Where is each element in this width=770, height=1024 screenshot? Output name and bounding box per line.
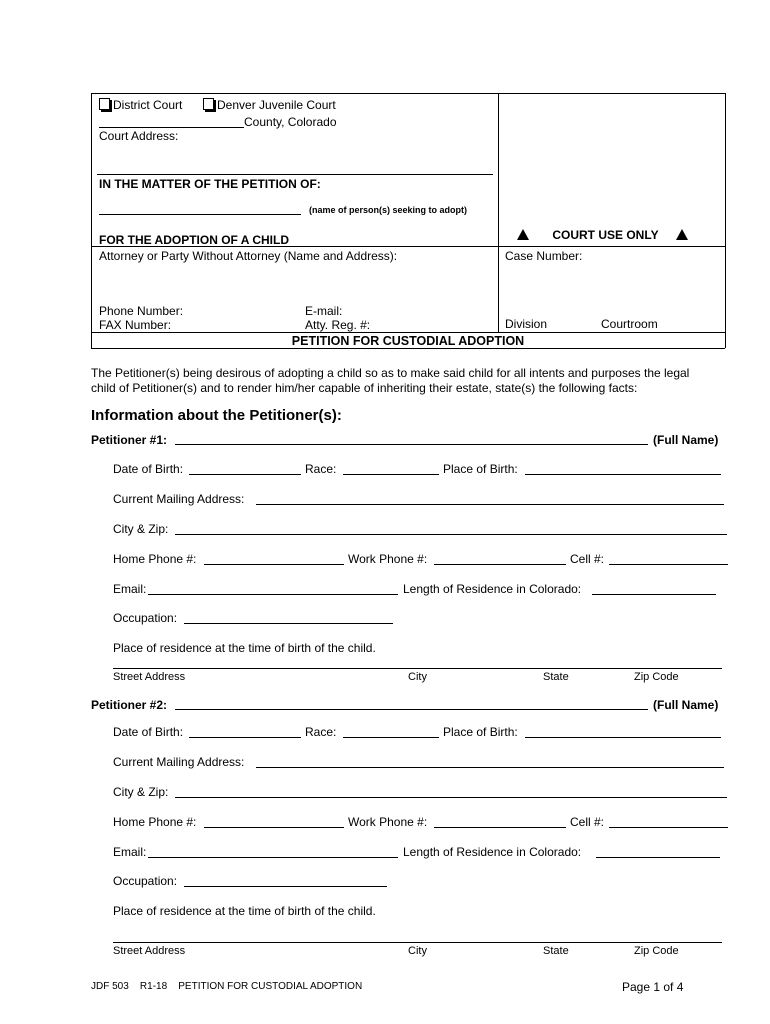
- case-number-label: Case Number:: [505, 249, 583, 263]
- petitioner-name-field[interactable]: [99, 214, 301, 215]
- petitioner2-occupation-field[interactable]: [184, 886, 387, 887]
- petitioner1-pob-field[interactable]: [525, 474, 721, 475]
- petitioner1-work-phone-label: Work Phone #:: [348, 552, 428, 566]
- petitioner2-work-phone-field[interactable]: [434, 827, 566, 828]
- petitioner1-email-label: Email:: [113, 582, 147, 596]
- phone-label: Phone Number:: [99, 304, 184, 318]
- court-use-only: COURT USE ONLY: [517, 228, 688, 242]
- petitioner1-race-field[interactable]: [343, 474, 439, 475]
- petitioner1-home-phone-label: Home Phone #:: [113, 552, 197, 566]
- fax-label: FAX Number:: [99, 318, 172, 332]
- petitioner2-email-label: Email:: [113, 845, 147, 859]
- petitioner1-home-phone-field[interactable]: [204, 564, 344, 565]
- petitioner2-place-residence-label: Place of residence at the time of birth of the child.: [113, 904, 376, 918]
- petitioner2-zip-label: Zip Code: [634, 945, 679, 957]
- county-label: County, Colorado: [244, 115, 337, 129]
- district-court-checkbox[interactable]: [99, 98, 110, 110]
- petitioner1-address-field[interactable]: [113, 668, 722, 669]
- division-label: Division: [505, 317, 548, 331]
- petitioner1-state-label: State: [543, 671, 569, 683]
- petitioner1-race-label: Race:: [305, 462, 337, 476]
- petitioner2-full-name-label: (Full Name): [653, 698, 719, 712]
- court-address-line: [97, 174, 493, 175]
- triangle-up-icon: [517, 229, 529, 240]
- petitioner1-occupation-field[interactable]: [184, 623, 393, 624]
- juvenile-court-option[interactable]: Denver Juvenile Court: [203, 98, 336, 112]
- petitioner1-residence-length-label: Length of Residence in Colorado:: [403, 582, 582, 596]
- petitioner2-city-zip-field[interactable]: [175, 797, 727, 798]
- for-adoption-heading: FOR THE ADOPTION OF A CHILD: [99, 233, 289, 247]
- petitioner2-work-phone-label: Work Phone #:: [348, 815, 428, 829]
- petitioner2-race-field[interactable]: [343, 737, 439, 738]
- intro-line-1: The Petitioner(s) being desirous of adopting a child so as to make said child for all intents and purposes the legal: [91, 366, 690, 380]
- caption-top-border: [91, 93, 725, 94]
- petitioner2-pob-label: Place of Birth:: [443, 725, 518, 739]
- intro-line-2: child of Petitioner(s) and to render him/her capable of inheriting their estate, state(s) the following facts:: [91, 381, 638, 395]
- district-court-option[interactable]: District Court: [99, 98, 182, 112]
- section-heading: Information about the Petitioner(s):: [91, 407, 342, 424]
- form-title: PETITION FOR CUSTODIAL ADOPTION: [291, 334, 525, 348]
- in-the-matter-heading: IN THE MATTER OF THE PETITION OF:: [99, 177, 321, 191]
- petitioner1-place-residence-label: Place of residence at the time of birth of the child.: [113, 641, 376, 655]
- petitioner1-mailing-field[interactable]: [256, 504, 724, 505]
- petitioner1-email-field[interactable]: [148, 594, 398, 595]
- caption-divider: [498, 93, 499, 332]
- petitioner1-dob-label: Date of Birth:: [113, 462, 184, 476]
- courtroom-label: Courtroom: [601, 317, 658, 331]
- petitioner2-full-name-field[interactable]: [175, 709, 648, 710]
- petitioner2-mailing-label: Current Mailing Address:: [113, 755, 245, 769]
- petitioner1-city-zip-field[interactable]: [175, 534, 727, 535]
- juvenile-court-checkbox[interactable]: [203, 98, 214, 110]
- petitioner2-dob-field[interactable]: [189, 737, 301, 738]
- petitioner2-city-zip-label: City & Zip:: [113, 785, 169, 799]
- petitioner2-street-label: Street Address: [113, 945, 186, 957]
- petitioner1-residence-length-field[interactable]: [592, 594, 716, 595]
- petitioner2-label: Petitioner #2:: [91, 698, 168, 712]
- county-field[interactable]: [99, 127, 244, 128]
- petitioner2-dob-label: Date of Birth:: [113, 725, 184, 739]
- caption-bottom-border: [91, 348, 725, 349]
- petitioner2-residence-length-label: Length of Residence in Colorado:: [403, 845, 582, 859]
- petitioner1-dob-field[interactable]: [189, 474, 301, 475]
- petitioner1-label: Petitioner #1:: [91, 433, 168, 447]
- name-of-persons-note: (name of person(s) seeking to adopt): [309, 205, 468, 215]
- petitioner1-zip-label: Zip Code: [634, 671, 679, 683]
- petitioner2-home-phone-label: Home Phone #:: [113, 815, 197, 829]
- petitioner2-home-phone-field[interactable]: [204, 827, 344, 828]
- petitioner2-cell-field[interactable]: [609, 827, 728, 828]
- attorney-label: Attorney or Party Without Attorney (Name and Address):: [99, 249, 398, 263]
- caption-left-border: [91, 93, 92, 348]
- petitioner2-mailing-field[interactable]: [256, 767, 724, 768]
- caption-right-border: [725, 93, 726, 348]
- triangle-up-icon: [676, 229, 688, 240]
- caption-row-line: [91, 332, 725, 333]
- petitioner1-pob-label: Place of Birth:: [443, 462, 518, 476]
- court-address-label: Court Address:: [99, 129, 179, 143]
- petitioner2-email-field[interactable]: [148, 857, 398, 858]
- petitioner1-city-zip-label: City & Zip:: [113, 522, 169, 536]
- petitioner2-cell-label: Cell #:: [570, 815, 605, 829]
- petitioner1-mailing-label: Current Mailing Address:: [113, 492, 245, 506]
- petitioner2-race-label: Race:: [305, 725, 337, 739]
- atty-reg-label: Atty. Reg. #:: [305, 318, 371, 332]
- petitioner2-city-label: City: [408, 945, 427, 957]
- footer-page-number: Page 1 of 4: [622, 980, 684, 994]
- petitioner1-full-name-field[interactable]: [175, 444, 648, 445]
- petitioner1-full-name-label: (Full Name): [653, 433, 719, 447]
- petitioner2-pob-field[interactable]: [525, 737, 721, 738]
- petitioner1-city-label: City: [408, 671, 427, 683]
- petitioner1-cell-label: Cell #:: [570, 552, 605, 566]
- petitioner2-occupation-label: Occupation:: [113, 874, 178, 888]
- petitioner2-address-field[interactable]: [113, 942, 722, 943]
- petitioner1-cell-field[interactable]: [609, 564, 728, 565]
- petitioner2-state-label: State: [543, 945, 569, 957]
- petitioner1-street-label: Street Address: [113, 671, 186, 683]
- petitioner2-residence-length-field[interactable]: [596, 857, 720, 858]
- footer-form-id: JDF 503 R1-18 PETITION FOR CUSTODIAL ADOPTION: [91, 981, 363, 992]
- email-label: E-mail:: [305, 304, 343, 318]
- petitioner1-work-phone-field[interactable]: [434, 564, 566, 565]
- petitioner1-occupation-label: Occupation:: [113, 611, 178, 625]
